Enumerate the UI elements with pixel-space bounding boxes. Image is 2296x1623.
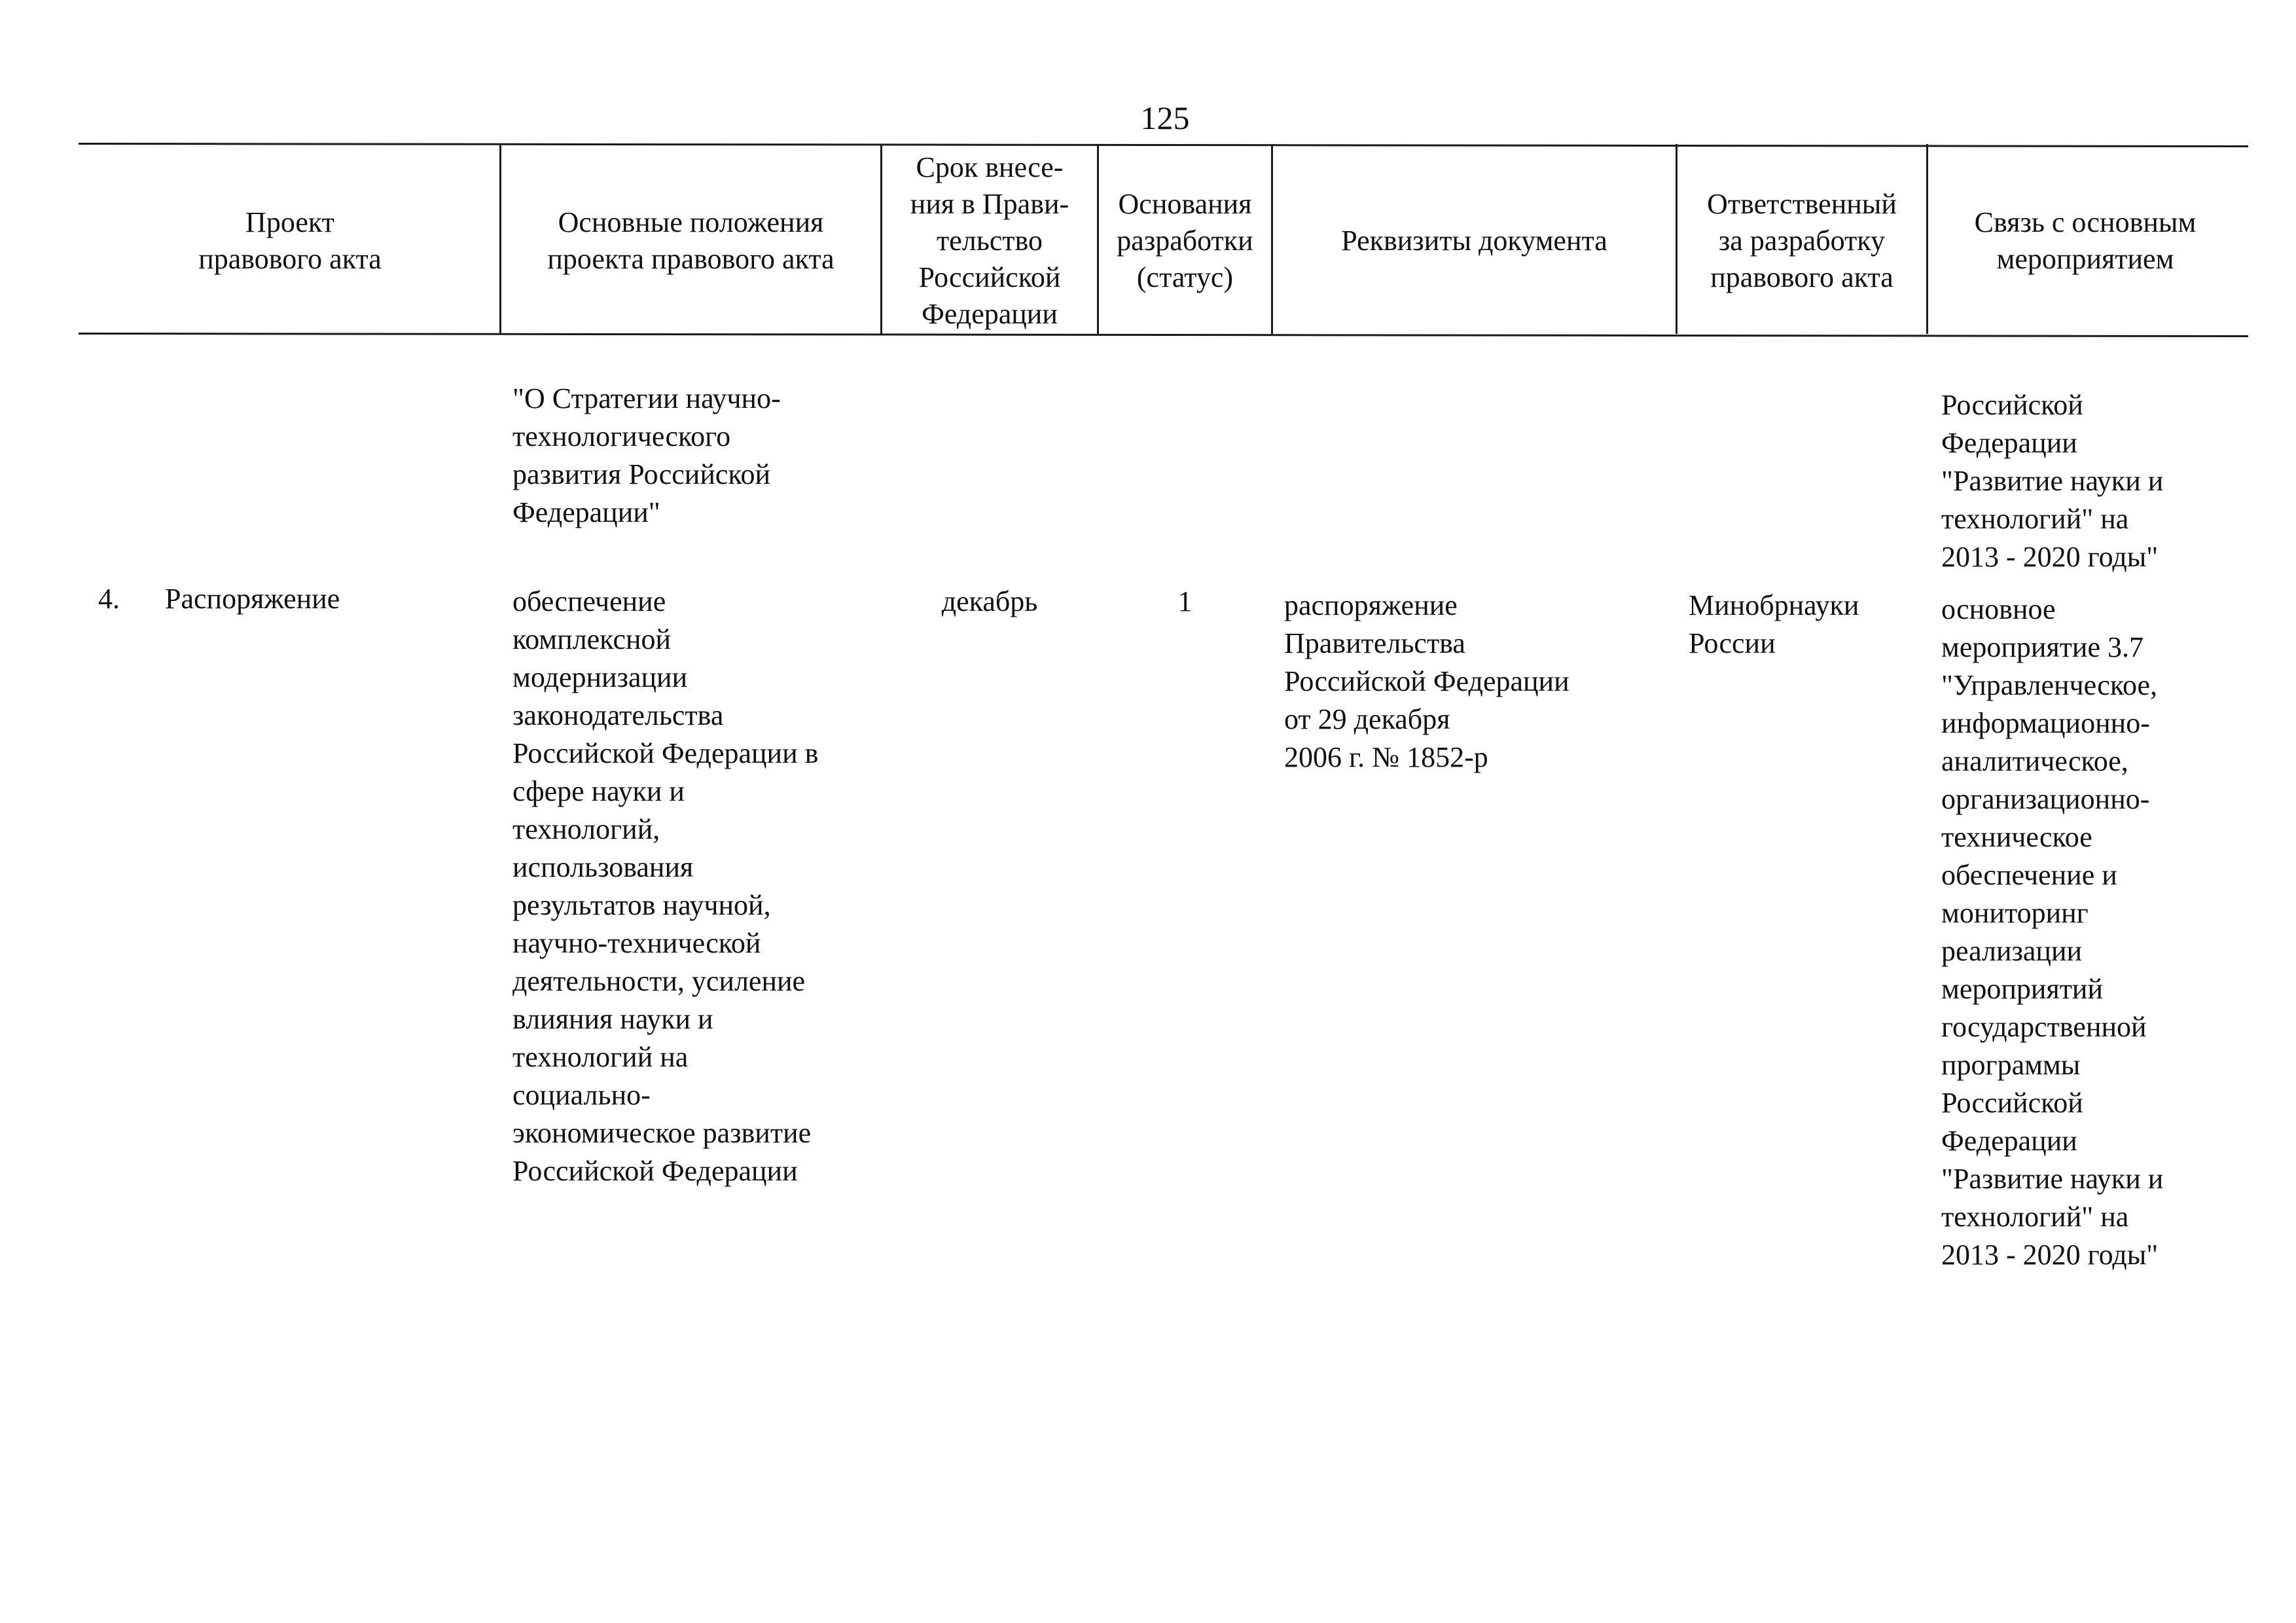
row-link: основное мероприятие 3.7 "Управленческое, информационно- аналитическое, организационно- техническое обеспечение и мониторинг реализации мероприятий государственной программы Российской Федерации "Развитие науки и технологий" на 2013 - 2020 годы" (1941, 593, 2164, 1271)
row-number: 4. (98, 583, 120, 615)
page-number: 125 (1140, 100, 1190, 136)
row-deadline: декабрь (941, 585, 1038, 617)
row-responsible: Минобрнауки России (1689, 589, 1859, 659)
row-project: Распоряжение (165, 583, 340, 615)
header-provisions: Основные положения проекта правового акта (547, 206, 834, 275)
table-top-border (79, 143, 2248, 147)
header-deadline: Срок внесе- ния в Прави- тельство Российской Федерации (910, 151, 1069, 330)
header-responsible: Ответственный за разработку правового акта (1707, 187, 1897, 293)
continuation-provisions: "О Стратегии научно- технологического развития Российской Федерации" (512, 382, 781, 528)
header-document: Реквизиты документа (1341, 224, 1607, 257)
row-document: распоряжение Правительства Российской Федерации от 29 декабря 2006 г. № 1852-р (1284, 589, 1570, 773)
row-basis: 1 (1177, 585, 1193, 617)
header-project: Проект правового акта (198, 206, 382, 275)
continuation-link: Российской Федерации "Развитие науки и технологий" на 2013 - 2020 годы" (1941, 389, 2164, 573)
header-basis: Основания разработки (статус) (1117, 187, 1253, 293)
row-provisions: обеспечение комплексной модернизации законодательства Российской Федерации в сфере науки и технологий, использования результатов научной, научно-технической деятельности, усиление влияния науки и технологий на социально- экономическое развитие Российской Федерации (512, 585, 819, 1187)
header-link: Связь с основным мероприятием (1974, 206, 2197, 275)
